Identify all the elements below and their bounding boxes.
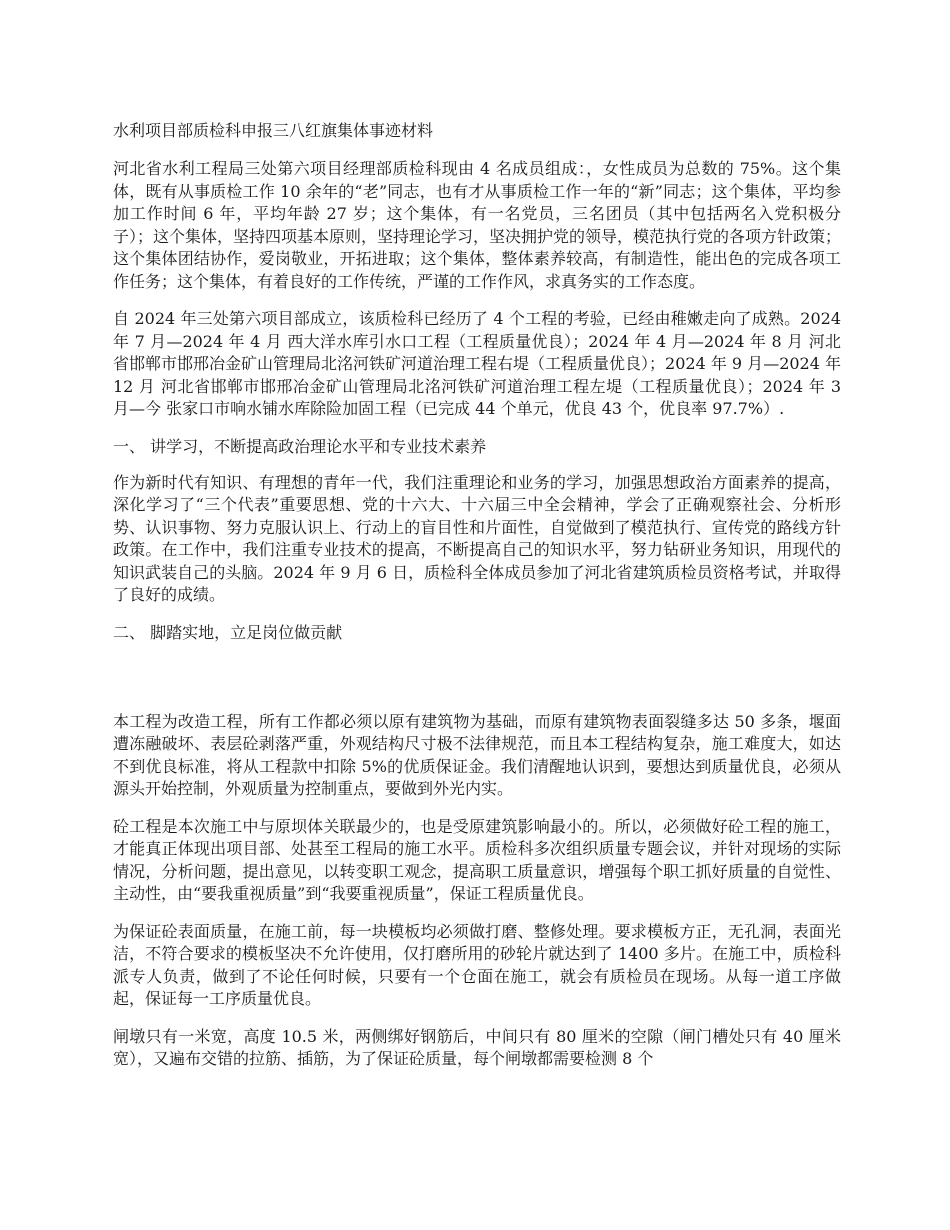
section-1-paragraph: 作为新时代有知识、有理想的青年一代，我们注重理论和业务的学习，加强思想政治方面素养的提高，深化学习了“三个代表”重要思想、党的十六大、十六届三中全会精神，学会了正确观察社会、分析形势、认识事物、努力克服认识上、行动上的盲目性和片面性，自觉做到了模范执行、宣传党的路线方针政策。在工作中，我们注重专业技术的提高，不断提高自己的知识水平，努力钻研业务知识，用现代的知识武装自己的头脑。2024 年 9 月 6 日，质检科全体成员参加了河北省建筑质检员资格考试，并取得了良好的成绩。	[113, 472, 841, 604]
document-title: 水利项目部质检科申报三八红旗集体事迹材料	[113, 121, 434, 140]
section-2-paragraph: 为保证砼表面质量，在施工前，每一块模板均必须做打磨、整修处理。要求模板方正，无孔洞，表面光洁，不符合要求的模板坚决不允许使用，仅打磨所用的砂轮片就达到了 1400 多片。在施工中，质检科派专人负责，做到了不论任何时候，只要有一个仓面在施工，就会有质检员在现场。从每一道工序做起，保证每一工序质量优良。	[113, 921, 841, 1008]
section-2-paragraph: 砼工程是本次施工中与原坝体关联最少的，也是受原建筑影响最小的。所以，必须做好砼工程的施工，才能真正体现出项目部、处甚至工程局的施工水平。质检科多次组织质量专题会议，并针对现场的实际情况，分析问题，提出意见，以转变职工观念，提高职工质量意识，增强每个职工抓好质量的自觉性、主动性，由“要我重视质量”到“我要重视质量”，保证工程质量优良。	[113, 816, 841, 903]
document-page	[113, 120, 841, 1086]
section-2-paragraph: 闸墩只有一米宽，高度 10.5 米，两侧绑好钢筋后，中间只有 80 厘米的空隙（闸门槽处只有 40 厘米宽），又遍布交错的拉筋、插筋，为了保证砼质量，每个闸墩都需要检测 8 个	[113, 1026, 841, 1068]
intro-paragraph: 河北省水利工程局三处第六项目经理部质检科现由 4 名成员组成：，女性成员为总数的 75%。这个集体，既有从事质检工作 10 余年的“老”同志，也有才从事质检工作一年的“新”同志；这个集体，平均参加工作时间 6 年，平均年龄 27 岁；这个集体，有一名党员，三名团员（其中包括两名入党积极分子）；这个集体，坚持四项基本原则，坚持理论学习，坚决拥护党的领导，模范执行党的各项方针政策；这个集体团结协作，爱岗敬业，开拓进取；这个集体，整体素养较高，有制造性，能出色的完成各项工作任务；这个集体，有着良好的工作传统，严谨的工作作风，求真务实的工作态度。	[113, 159, 842, 291]
section-2-paragraph: 本工程为改造工程，所有工作都必须以原有建筑物为基础，而原有建筑物表面裂缝多达 50 多条，堰面遭冻融破坏、表层砼剥落严重，外观结构尺寸极不法律规范，而且本工程结构复杂，施工难度大，如达不到优良标准，将从工程款中扣除 5%的优质保证金。我们清醒地认识到，要想达到质量优良，必须从源头开始控制，外观质量为控制重点，要做到外光内实。	[113, 711, 841, 798]
section-1-heading: 一、 讲学习，不断提高政治理论水平和专业技术素养	[113, 436, 487, 456]
section-2-heading: 二、 脚踏实地，立足岗位做贡献	[113, 622, 343, 642]
section-gap	[113, 658, 841, 711]
history-paragraph: 自 2024 年三处第六项目部成立，该质检科已经历了 4 个工程的考验，已经由稚嫩走向了成熟。2024 年 7 月—2024 年 4 月 西大洋水库引水口工程（工程质量优良）；2024 年 4 月—2024 年 8 月 河北省邯郸市邯邢冶金矿山管理局北洺河铁矿河道治理工程右堤（工程质量优良）；2024 年 9 月—2024 年 12 月 河北省邯郸市邯邢冶金矿山管理局北洺河铁矿河道治理工程左堤（工程质量优良）；2024 年 3 月—今 张家口市响水铺水库除险加固工程（已完成 44 个单元，优良 43 个，优良率 97.7%）.	[113, 309, 841, 418]
